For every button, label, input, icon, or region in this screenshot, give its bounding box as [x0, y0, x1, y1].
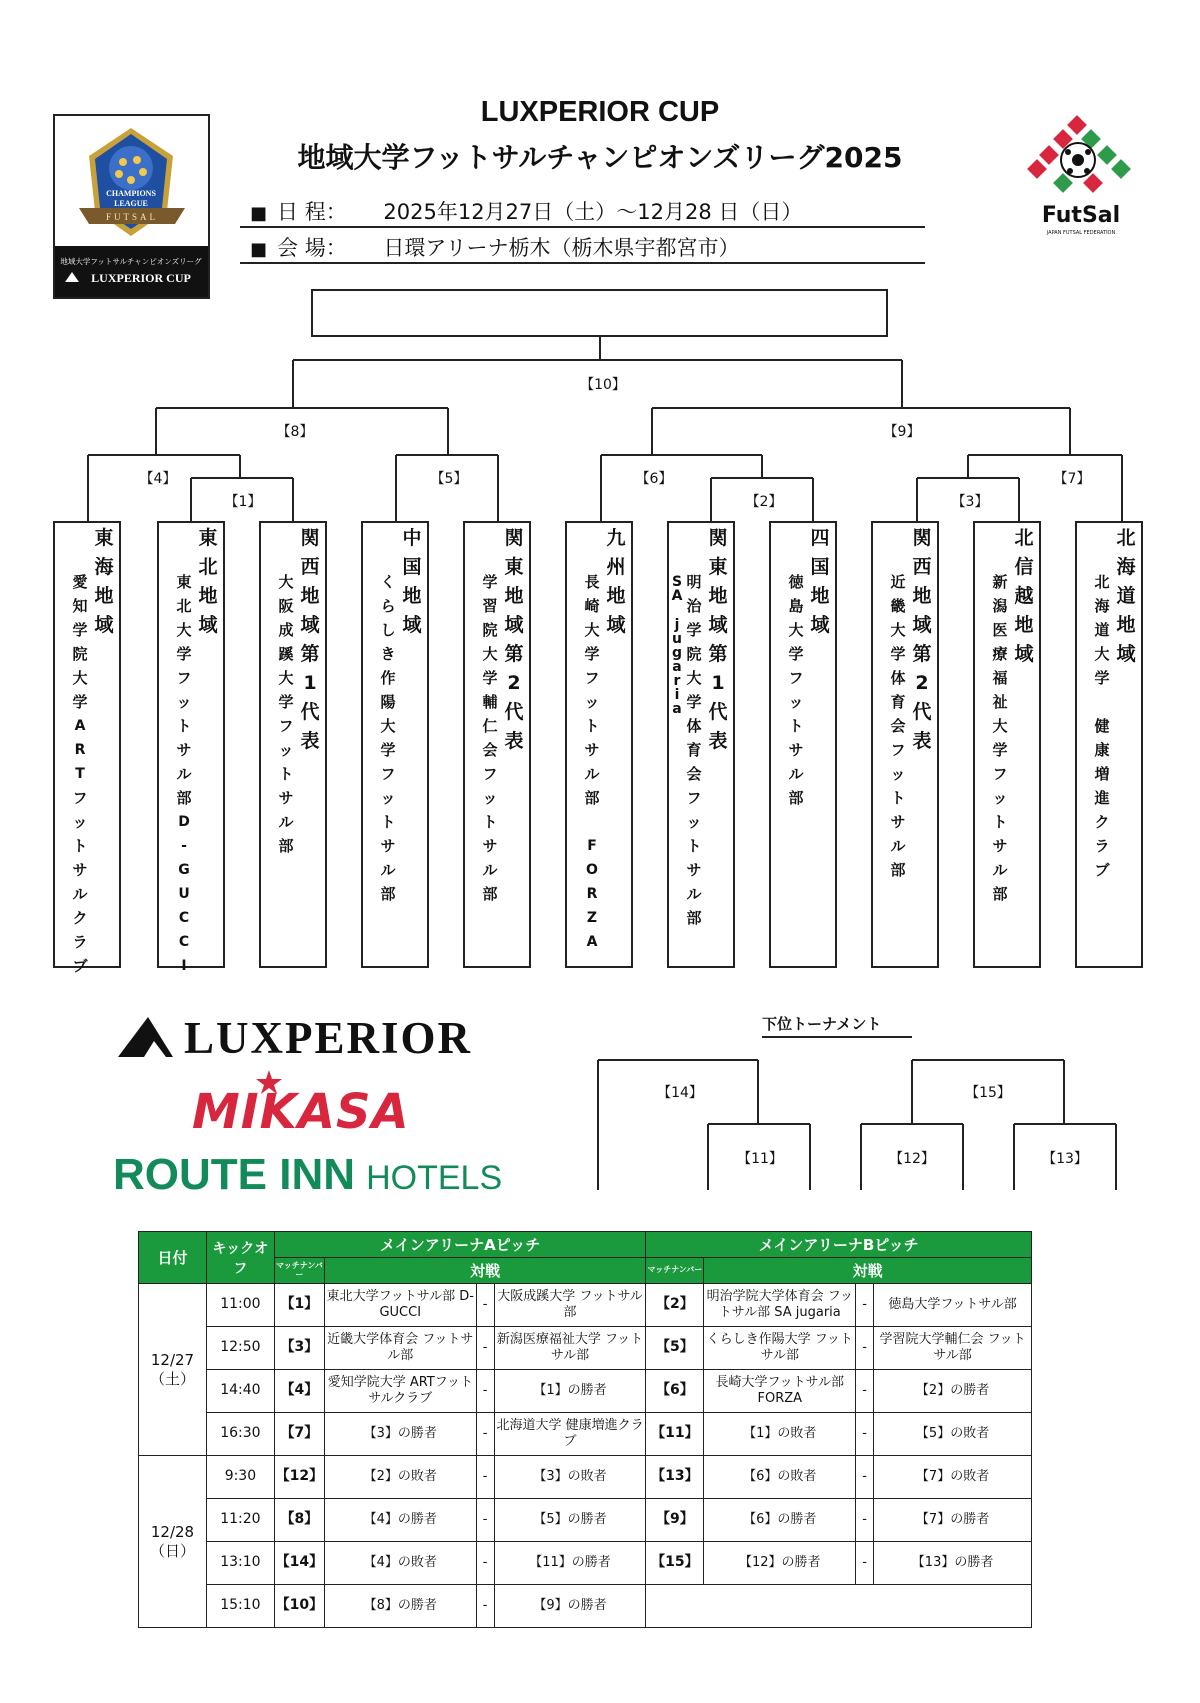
home-team: 【3】の勝者	[324, 1413, 476, 1456]
versus-dash: -	[856, 1456, 874, 1499]
home-team: 【2】の敗者	[324, 1456, 476, 1499]
match-number: 【12】	[274, 1456, 324, 1499]
away-team: 【9】の勝者	[494, 1585, 646, 1628]
home-team: 明治学院大学体育会 フットサル部 SA jugaria	[704, 1284, 856, 1327]
team-box	[769, 521, 837, 968]
away-team: 徳島大学フットサル部	[874, 1284, 1032, 1327]
versus-dash: -	[856, 1327, 874, 1370]
versus-dash: -	[476, 1499, 494, 1542]
home-team: 【4】の勝者	[324, 1499, 476, 1542]
match-number: 【15】	[646, 1542, 704, 1585]
home-team: 【6】の敗者	[704, 1456, 856, 1499]
team-box	[565, 521, 633, 968]
svg-text:FutSal: FutSal	[1041, 203, 1121, 228]
match-label-10: 【10】	[580, 377, 626, 393]
match-label-8: 【8】	[276, 424, 314, 440]
team-box	[463, 521, 531, 968]
team-name-extra: S A j u g a r i a	[671, 574, 683, 717]
jff-futsal-logo	[1026, 114, 1136, 239]
match-label-7: 【7】	[1053, 471, 1091, 487]
team-box	[361, 521, 429, 968]
match-label-11: 【11】	[737, 1151, 783, 1167]
away-team: 学習院大学輔仁会 フットサル部	[874, 1327, 1032, 1370]
col-header-kickoff: キックオフ	[206, 1232, 274, 1284]
team-name: 学 習 院 大 学 輔 仁 会 フ ッ ト サ ル 部	[482, 573, 498, 903]
table-row	[139, 1585, 1032, 1628]
team-name: 長 崎 大 学 フ ッ ト サ ル 部 F O R Z A	[584, 573, 600, 950]
lower-tournament-title: 下位トーナメント	[762, 1015, 882, 1033]
futsal-emblem-icon	[1026, 114, 1136, 239]
match-label-4: 【4】	[139, 471, 177, 487]
home-team: くらしき作陽大学 フットサル部	[704, 1327, 856, 1370]
table-row	[139, 1499, 1032, 1542]
team-region: 東 北 地 域	[198, 527, 218, 636]
col-header-match: 対戦	[324, 1258, 646, 1284]
match-number: 【11】	[646, 1413, 704, 1456]
home-team: 長崎大学フットサル部 FORZA	[704, 1370, 856, 1413]
svg-text:CHAMPIONS: CHAMPIONS	[106, 189, 156, 198]
svg-text:LUXPERIOR CUP: LUXPERIOR CUP	[91, 271, 191, 285]
table-row	[139, 1327, 1032, 1370]
kickoff-time: 9:30	[206, 1456, 274, 1499]
date-line: ■ 日 程： 2025年12月27日（土）～12月28 日（日）	[250, 200, 803, 224]
match-label-12: 【12】	[889, 1151, 935, 1167]
route-inn-hotels-logo: ROUTE INN HOTELS	[113, 1150, 503, 1199]
team-name: 明 治 学 院 大 学 体 育 会 フ ッ ト サ ル 部	[686, 573, 702, 927]
page-subtitle: 地域大学フットサルチャンピオンズリーグ2025	[297, 141, 903, 174]
team-region: 中 国 地 域	[402, 527, 422, 636]
team-region: 関 東 地 域 第 2 代 表	[504, 527, 524, 752]
kickoff-time: 11:20	[206, 1499, 274, 1542]
kickoff-time: 16:30	[206, 1413, 274, 1456]
col-header-match: 対戦	[704, 1258, 1032, 1284]
team-box	[973, 521, 1041, 968]
away-team: 【5】の敗者	[874, 1413, 1032, 1456]
versus-dash: -	[856, 1413, 874, 1456]
match-label-14: 【14】	[657, 1085, 703, 1101]
col-header-pitch-b: メインアリーナBピッチ	[646, 1232, 1032, 1258]
match-number: 【14】	[274, 1542, 324, 1585]
team-name: く ら し き 作 陽 大 学 フ ッ ト サ ル 部	[380, 573, 396, 903]
team-region: 北 信 越 地 域	[1014, 527, 1034, 665]
kickoff-time: 14:40	[206, 1370, 274, 1413]
date-cell	[139, 1284, 207, 1456]
match-label-1: 【1】	[224, 494, 262, 510]
svg-text:FUTSAL: FUTSAL	[105, 212, 159, 222]
table-row	[139, 1542, 1032, 1585]
page-title: LUXPERIOR CUP	[480, 96, 720, 128]
away-team: 【11】の勝者	[494, 1542, 646, 1585]
divider	[762, 1036, 912, 1038]
away-team: 【5】の勝者	[494, 1499, 646, 1542]
versus-dash: -	[856, 1499, 874, 1542]
team-name: 新 潟 医 療 福 祉 大 学 フ ッ ト サ ル 部	[992, 573, 1008, 903]
svg-text:LEAGUE: LEAGUE	[114, 199, 148, 208]
day-of-week: （土）	[149, 1369, 195, 1388]
match-number: 【4】	[274, 1370, 324, 1413]
team-region: 関 西 地 域 第 1 代 表	[300, 527, 320, 752]
away-team: 【2】の勝者	[874, 1370, 1032, 1413]
venue-label: 会 場：	[277, 236, 347, 260]
col-header-match-no: マッチナンバー	[274, 1258, 324, 1284]
match-number: 【1】	[274, 1284, 324, 1327]
away-team: 【13】の勝者	[874, 1542, 1032, 1585]
versus-dash: -	[476, 1456, 494, 1499]
home-team: 【4】の敗者	[324, 1542, 476, 1585]
bracket-lines	[0, 280, 1200, 530]
col-header-pitch-a: メインアリーナAピッチ	[274, 1232, 646, 1258]
team-box	[53, 521, 121, 975]
match-number: 【3】	[274, 1327, 324, 1370]
home-team: 愛知学院大学 ARTフットサルクラブ	[324, 1370, 476, 1413]
col-header-date: 日付	[139, 1232, 207, 1284]
venue-line: ■ 会 場： 日環アリーナ栃木（栃木県宇都宮市）	[250, 236, 740, 260]
date-label: 日 程：	[277, 200, 347, 224]
versus-dash: -	[476, 1327, 494, 1370]
team-region: 関 西 地 域 第 2 代 表	[912, 527, 932, 752]
match-number: 【8】	[274, 1499, 324, 1542]
away-team: 【3】の敗者	[494, 1456, 646, 1499]
match-number: 【6】	[646, 1370, 704, 1413]
match-label-15: 【15】	[965, 1085, 1011, 1101]
match-label-2: 【2】	[745, 494, 783, 510]
kickoff-time: 12:50	[206, 1327, 274, 1370]
team-name: 徳 島 大 学 フ ッ ト サ ル 部	[788, 573, 804, 807]
team-region: 東 海 地 域	[94, 527, 114, 636]
team-region: 九 州 地 域	[606, 527, 626, 636]
home-team: 【1】の敗者	[704, 1413, 856, 1456]
kickoff-time: 11:00	[206, 1284, 274, 1327]
match-number: 【10】	[274, 1585, 324, 1628]
match-number: 【13】	[646, 1456, 704, 1499]
divider	[240, 262, 925, 264]
kickoff-time: 15:10	[206, 1585, 274, 1628]
luxperior-mountain-icon	[118, 1015, 178, 1059]
versus-dash: -	[856, 1542, 874, 1585]
day-of-week: （日）	[149, 1541, 195, 1560]
date-value: 12/27	[150, 1350, 195, 1369]
team-name: 東 北 大 学 フ ッ ト サ ル 部 D - G U C C I	[176, 573, 192, 974]
away-team: 【7】の勝者	[874, 1499, 1032, 1542]
match-number: 【2】	[646, 1284, 704, 1327]
home-team: 【12】の勝者	[704, 1542, 856, 1585]
home-team: 【8】の勝者	[324, 1585, 476, 1628]
team-box	[1075, 521, 1143, 968]
table-row	[139, 1370, 1032, 1413]
match-number: 【9】	[646, 1499, 704, 1542]
match-label-3: 【3】	[951, 494, 989, 510]
team-box	[667, 521, 735, 968]
team-name: 愛 知 学 院 大 学 A R T フ ッ ト サ ル ク ラ ブ	[72, 573, 88, 975]
date-cell	[139, 1456, 207, 1628]
table-row	[139, 1456, 1032, 1499]
home-team: 近畿大学体育会 フットサル部	[324, 1327, 476, 1370]
team-box	[157, 521, 225, 974]
date-value: 2025年12月27日（土）～12月28 日（日）	[383, 200, 803, 224]
match-label-5: 【5】	[430, 471, 468, 487]
svg-text:地域大学フットサルチャンピオンズリーグ: 地域大学フットサルチャンピオンズリーグ	[60, 257, 202, 266]
match-number: 【5】	[646, 1327, 704, 1370]
home-team: 【6】の勝者	[704, 1499, 856, 1542]
team-box	[871, 521, 939, 968]
match-number: 【7】	[274, 1413, 324, 1456]
team-region: 北 海 道 地 域	[1116, 527, 1136, 665]
versus-dash: -	[476, 1370, 494, 1413]
divider	[240, 226, 925, 228]
luxperior-logo: LUXPERIOR	[118, 1012, 528, 1062]
versus-dash: -	[476, 1542, 494, 1585]
team-region: 関 東 地 域 第 1 代 表	[708, 527, 728, 752]
versus-dash: -	[856, 1370, 874, 1413]
match-label-9: 【9】	[883, 424, 921, 440]
match-label-6: 【6】	[635, 471, 673, 487]
table-row	[139, 1284, 1032, 1327]
champions-league-logo	[53, 114, 210, 299]
versus-dash: -	[476, 1585, 494, 1628]
versus-dash: -	[856, 1284, 874, 1327]
away-team: 北海道大学 健康増進クラブ	[494, 1413, 646, 1456]
versus-dash: -	[476, 1284, 494, 1327]
away-team: 新潟医療福祉大学 フットサル部	[494, 1327, 646, 1370]
team-box	[259, 521, 327, 968]
match-label-13: 【13】	[1042, 1151, 1088, 1167]
away-team: 【1】の勝者	[494, 1370, 646, 1413]
away-team: 【7】の敗者	[874, 1456, 1032, 1499]
col-header-match-no: マッチナンバー	[646, 1258, 704, 1284]
team-name: 大 阪 成 蹊 大 学 フ ッ ト サ ル 部	[278, 573, 294, 855]
team-name: 北 海 道 大 学 健 康 増 進 ク ラ ブ	[1094, 573, 1110, 879]
empty-cell	[646, 1585, 1032, 1628]
date-value: 12/28	[150, 1522, 195, 1541]
lower-bracket-lines	[0, 1058, 1200, 1193]
kickoff-time: 13:10	[206, 1542, 274, 1585]
team-region: 四 国 地 域	[810, 527, 830, 636]
venue-value: 日環アリーナ栃木（栃木県宇都宮市）	[383, 236, 740, 260]
versus-dash: -	[476, 1413, 494, 1456]
home-team: 東北大学フットサル部 D-GUCCI	[324, 1284, 476, 1327]
table-row	[139, 1413, 1032, 1456]
svg-text:JAPAN FUTSAL FEDERATION: JAPAN FUTSAL FEDERATION	[1046, 230, 1116, 236]
champions-shield-icon	[55, 116, 208, 297]
schedule-table	[138, 1231, 1032, 1628]
away-team: 大阪成蹊大学 フットサル部	[494, 1284, 646, 1327]
mikasa-logo: MIKASA	[192, 1070, 492, 1140]
team-name: 近 畿 大 学 体 育 会 フ ッ ト サ ル 部	[890, 573, 906, 879]
